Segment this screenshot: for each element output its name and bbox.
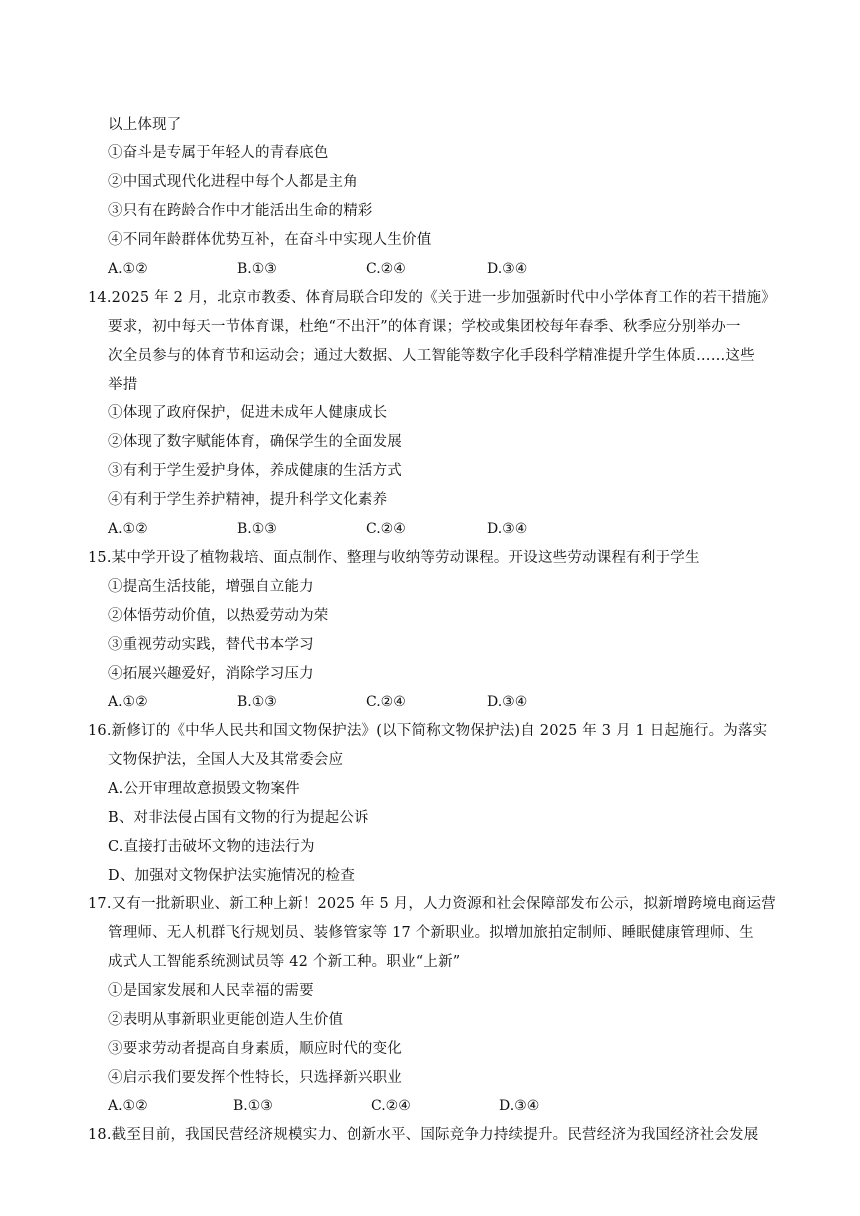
option-d: D.③④ [487,521,528,537]
option-c: C.②④ [366,694,406,710]
question-14-stem: 次全员参与的体育节和运动会；通过大数据、人工智能等数字化手段科学精准提升学生体质……这些 [108,348,755,364]
question-16-stem: 文物保护法，全国人大及其常委会应 [108,752,344,768]
statement-item: ④启示我们要发挥个性特长，只选择新兴职业 [108,1070,402,1086]
question-17-stem: 成式人工智能系统测试员等 42 个新工种。职业“上新” [108,954,461,970]
statement-item: ②体现了数字赋能体育，确保学生的全面发展 [108,434,402,450]
option-d: D.③④ [499,1098,540,1114]
statement-item: ③要求劳动者提高自身素质，顺应时代的变化 [108,1041,402,1057]
question-17-stem: 17.又有一批新职业、新工种上新！2025 年 5 月，人力资源和社会保障部发布公示，拟新增跨境电商运营 [88,896,776,912]
option-b: B.①③ [233,1098,273,1114]
question-stem-tail: 以上体现了 [108,117,182,133]
option-b: B、对非法侵占国有文物的行为提起公诉 [108,810,369,826]
question-14-stem: 举措 [108,377,138,393]
option-a: A.①② [108,521,148,537]
statement-item: ①是国家发展和人民幸福的需要 [108,983,314,999]
statement-item: ②中国式现代化进程中每个人都是主角 [108,174,358,190]
option-a: A.①② [108,694,148,710]
question-18-stem: 18.截至目前，我国民营经济规模实力、创新水平、国际竞争力持续提升。民营经济为我国经济社会发展 [88,1127,759,1143]
option-c: C.②④ [366,261,406,277]
option-d: D.③④ [487,261,528,277]
option-c: C.②④ [371,1098,411,1114]
statement-item: ④拓展兴趣爱好，消除学习压力 [108,666,314,682]
statement-item: ④有利于学生养护精神，提升科学文化素养 [108,492,388,508]
question-16-stem: 16.新修订的《中华人民共和国文物保护法》(以下简称文物保护法)自 2025 年 3 月 1 日起施行。为落实 [88,723,768,739]
statement-item: ①体现了政府保护，促进未成年人健康成长 [108,405,388,421]
statement-item: ②表明从事新职业更能创造人生价值 [108,1012,344,1028]
statement-item: ①提高生活技能，增强自立能力 [108,579,314,595]
statement-item: ③重视劳动实践，替代书本学习 [108,637,314,653]
option-c: C.②④ [366,521,406,537]
option-b: B.①③ [237,694,277,710]
option-c: C.直接打击破坏文物的违法行为 [108,839,315,855]
option-a: A.①② [108,1098,148,1114]
statement-item: ①奋斗是专属于年轻人的青春底色 [108,145,329,161]
question-14-stem: 14.2025 年 2 月，北京市教委、体育局联合印发的《关于进一步加强新时代中小学体育工作的若干措施》 [88,290,776,306]
option-a: A.①② [108,261,148,277]
statement-item: ③有利于学生爱护身体，养成健康的生活方式 [108,463,402,479]
question-14-stem: 要求，初中每天一节体育课，杜绝“不出汗”的体育课；学校或集团校每年春季、秋季应分别举办一 [108,319,741,335]
statement-item: ④不同年龄群体优势互补，在奋斗中实现人生价值 [108,232,432,248]
option-a: A.公开审理故意损毁文物案件 [108,781,300,797]
option-d: D.③④ [487,694,528,710]
option-b: B.①③ [237,261,277,277]
statement-item: ②体悟劳动价值，以热爱劳动为荣 [108,608,329,624]
option-d: D、加强对文物保护法实施情况的检查 [108,868,356,884]
statement-item: ③只有在跨龄合作中才能活出生命的精彩 [108,203,373,219]
option-b: B.①③ [237,521,277,537]
question-15-stem: 15.某中学开设了植物栽培、面点制作、整理与收纳等劳动课程。开设这些劳动课程有利于学生 [88,550,700,566]
question-17-stem: 管理师、无人机群飞行规划员、装修管家等 17 个新职业。拟增加旅拍定制师、睡眠健康管理师、生 [108,925,754,941]
